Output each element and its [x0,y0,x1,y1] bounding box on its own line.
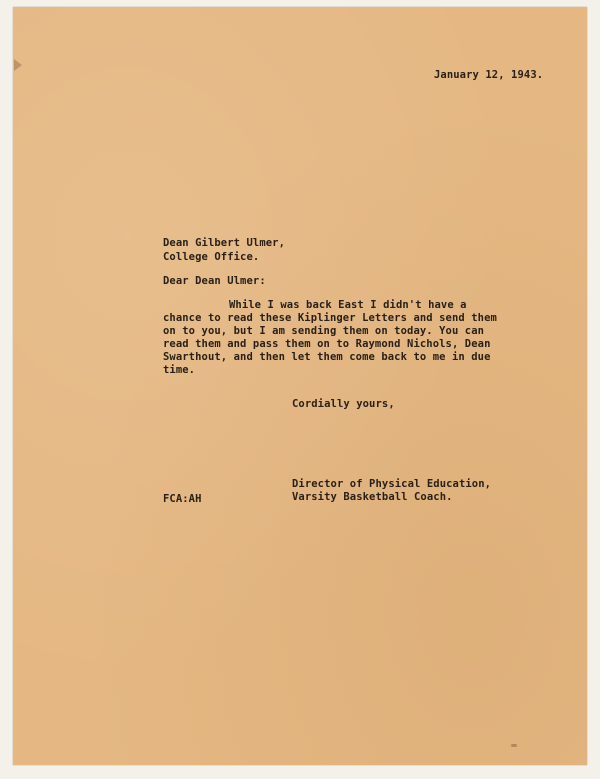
body-line: Swarthout, and then let them come back to me in due [163,351,491,363]
signature-title-line-1: Director of Physical Education, [292,478,492,490]
body-line: on to you, but I am sending them on today. You can [163,325,485,337]
salutation: Dear Dean Ulmer: [163,275,266,287]
paper-speck [511,744,517,747]
body-line: chance to read these Kiplinger Letters and send them [163,312,497,324]
recipient-name: Dean Gilbert Ulmer, [163,237,286,249]
body-line: time. [163,364,196,376]
body-line: read them and pass them on to Raymond Nichols, Dean [163,338,491,350]
edge-mark [14,59,22,71]
body-line: While I was back East I didn't have a [229,299,467,311]
letter-paper [13,7,587,765]
closing: Cordially yours, [292,398,395,410]
signature-title-line-2: Varsity Basketball Coach. [292,491,453,503]
reference-initials: FCA:AH [163,493,202,505]
recipient-office: College Office. [163,251,260,263]
letter-date: January 12, 1943. [434,69,544,81]
